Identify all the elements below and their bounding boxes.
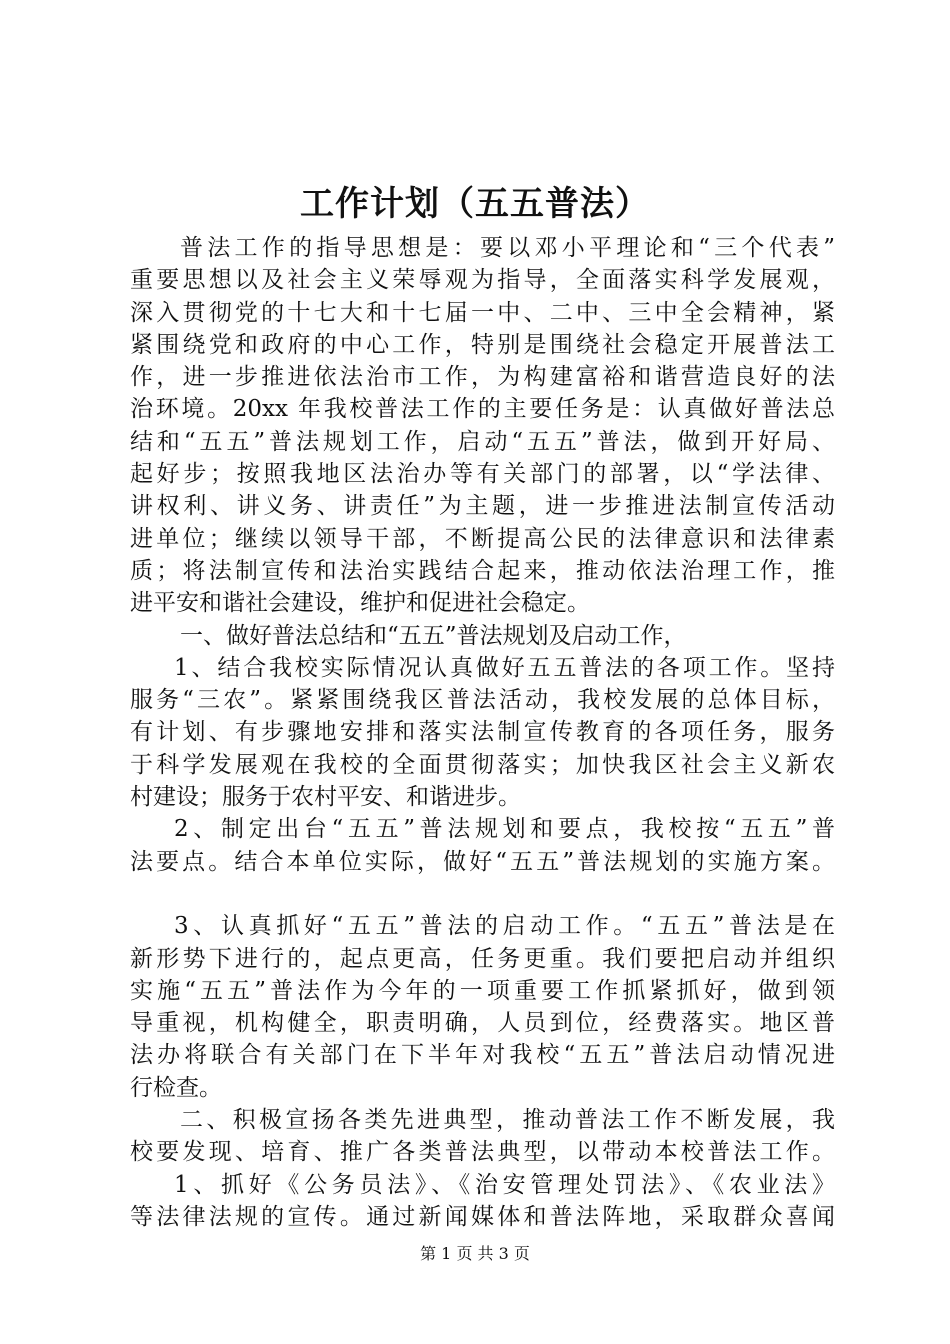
paragraph-line: 行检查。 [130,1074,222,1101]
paragraph-line: 2、制定出台“五五”普法规划和要点，我校按“五五”普 [174,816,835,843]
document-body [130,232,835,1233]
paragraph-line: 进平安和谐社会建设，维护和促进社会稳定。 [130,590,590,617]
paragraph-line: 实施“五五”普法作为今年的一项重要工作抓紧抓好，做到领 [130,977,835,1004]
paragraph-line: 村建设；服务于农村平安、和谐进步。 [130,784,521,811]
paragraph-line: 质；将法制宣传和法治实践结合起来，推动依法治理工作，推 [130,557,835,584]
paragraph-line: 法要点。结合本单位实际，做好“五五”普法规划的实施方案。 [130,848,835,875]
section-heading: 二、积极宣扬各类先进典型，推动普法工作不断发展，我 [180,1107,835,1134]
paragraph-line: 作，进一步推进依法治市工作，为构建富裕和谐营造良好的法 [130,364,835,391]
paragraph-line: 结和“五五”普法规划工作，启动“五五”普法，做到开好局、 [130,428,835,455]
paragraph-line: 导重视，机构健全，职责明确，人员到位，经费落实。地区普 [130,1010,835,1037]
paragraph-line: 1、抓好《公务员法》、《治安管理处罚法》、《农业法》 [174,1171,835,1198]
paragraph-line: 等法律法规的宣传。通过新闻媒体和普法阵地，采取群众喜闻 [130,1203,835,1230]
paragraph-line: 于科学发展观在我校的全面贯彻落实；加快我区社会主义新农 [130,751,835,778]
paragraph-line: 3、认真抓好“五五”普法的启动工作。“五五”普法是在 [174,913,835,940]
paragraph-line: 1、结合我校实际情况认真做好五五普法的各项工作。坚持 [174,654,835,681]
paragraph-line: 服务“三农”。紧紧围绕我区普法活动，我校发展的总体目标， [130,687,835,714]
paragraph-line: 紧围绕党和政府的中心工作，特别是围绕社会稳定开展普法工 [130,331,835,358]
paragraph-line: 法办将联合有关部门在下半年对我校“五五”普法启动情况进 [130,1042,835,1069]
paragraph-line: 起好步；按照我地区法治办等有关部门的部署，以“学法律、 [130,461,835,488]
paragraph-line: 校要发现、培育、推广各类普法典型，以带动本校普法工作。 [130,1139,835,1166]
paragraph-line: 重要思想以及社会主义荣辱观为指导，全面落实科学发展观， [130,267,835,294]
paragraph-line: 深入贯彻党的十七大和十七届一中、二中、三中全会精神，紧 [130,299,835,326]
blank-line [130,878,835,910]
section-heading: 一、做好普法总结和“五五”普法规划及启动工作， [180,622,687,649]
paragraph-line: 有计划、有步骤地安排和落实法制宣传教育的各项任务，服务 [130,719,835,746]
page-footer: 第 1 页 共 3 页 [420,1244,530,1263]
document-title: 工作计划（五五普法） [300,184,650,224]
paragraph-line: 进单位；继续以领导干部，不断提高公民的法律意识和法律素 [130,525,835,552]
paragraph-line: 新形势下进行的，起点更高，任务更重。我们要把启动并组织 [130,945,835,972]
paragraph-line: 讲权利、讲义务、讲责任”为主题，进一步推进法制宣传活动 [130,493,835,520]
paragraph-line: 治环境。20xx 年我校普法工作的主要任务是：认真做好普法总 [130,396,835,423]
paragraph-line: 普法工作的指导思想是：要以邓小平理论和“三个代表” [180,235,835,261]
